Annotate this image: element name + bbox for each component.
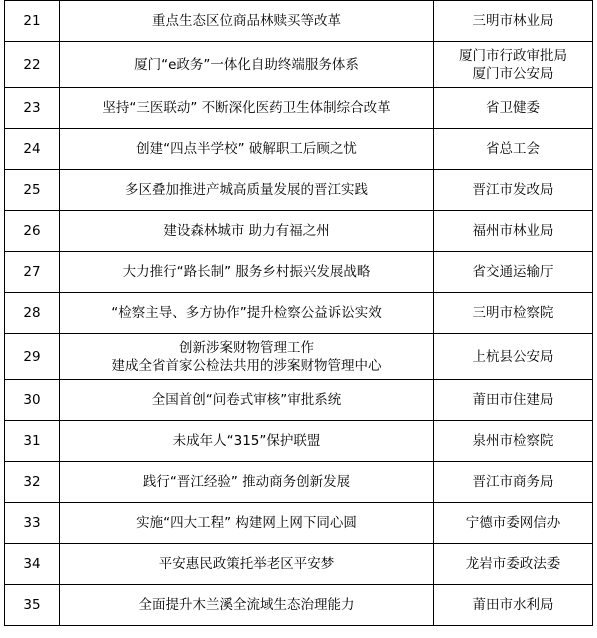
row-title-line: 重点生态区位商品林赎买等改革 <box>152 13 341 29</box>
table-row <box>5 421 593 462</box>
row-title <box>60 503 434 544</box>
row-title-line: 创建“四点半学校” 破解职工后顾之忧 <box>136 141 357 157</box>
row-department-line: 上杭县公安局 <box>472 348 554 365</box>
row-title <box>60 544 434 585</box>
row-department-line: 省卫健委 <box>486 100 540 116</box>
row-department <box>434 544 593 585</box>
row-number: 30 <box>5 380 60 421</box>
row-title <box>60 462 434 503</box>
row-title-line: 全面提升木兰溪全流域生态治理能力 <box>138 597 355 613</box>
row-title <box>60 1 434 42</box>
table-row <box>5 293 593 334</box>
row-number: 35 <box>5 585 60 626</box>
row-department <box>434 211 593 252</box>
table-row <box>5 585 593 626</box>
row-department-line: 省交通运输厅 <box>472 264 554 280</box>
table-row <box>5 380 593 421</box>
row-title <box>60 334 434 380</box>
row-department-line: 莆田市水利局 <box>472 597 554 613</box>
row-title-line: “检察主导、多方协作”提升检察公益诉讼实效 <box>111 305 382 321</box>
row-title-line: 平安惠民政策托举老区平安梦 <box>158 556 335 572</box>
row-title <box>60 293 434 334</box>
row-department-line: 厦门市公安局 <box>472 65 554 82</box>
row-department <box>434 334 593 380</box>
results-table <box>4 0 593 626</box>
row-department-line: 厦门市行政审批局 <box>459 47 567 64</box>
table-body <box>5 1 593 626</box>
table-row <box>5 211 593 252</box>
row-department-line: 省总工会 <box>486 141 540 157</box>
row-number: 26 <box>5 211 60 252</box>
row-department-line: 三明市林业局 <box>472 13 554 29</box>
row-department <box>434 503 593 544</box>
row-title <box>60 42 434 88</box>
row-number: 33 <box>5 503 60 544</box>
row-number: 24 <box>5 129 60 170</box>
row-title <box>60 585 434 626</box>
row-department <box>434 42 593 88</box>
row-title <box>60 170 434 211</box>
row-title-line: 坚持“三医联动” 不断深化医药卫生体制综合改革 <box>102 100 391 116</box>
table-row <box>5 544 593 585</box>
row-department-line: 泉州市检察院 <box>472 433 554 449</box>
table-row <box>5 42 593 88</box>
row-department-line: 三明市检察院 <box>472 305 554 321</box>
row-department <box>434 421 593 462</box>
row-title <box>60 88 434 129</box>
row-department <box>434 380 593 421</box>
row-number: 28 <box>5 293 60 334</box>
row-title-line: 全国首创“问卷式审核”审批系统 <box>151 392 342 408</box>
row-number: 23 <box>5 88 60 129</box>
row-title-line: 未成年人“315”保护联盟 <box>172 433 321 449</box>
row-title-line: 创新涉案财物管理工作 <box>179 339 314 356</box>
row-department <box>434 585 593 626</box>
row-number: 32 <box>5 462 60 503</box>
table-row <box>5 462 593 503</box>
row-title-line: 多区叠加推进产城高质量发展的晋江实践 <box>125 182 368 198</box>
row-department <box>434 88 593 129</box>
row-title-line: 践行“晋江经验” 推动商务创新发展 <box>142 474 351 490</box>
row-title-line: 实施“四大工程” 构建网上网下同心圆 <box>136 515 357 531</box>
table-row <box>5 88 593 129</box>
row-number: 34 <box>5 544 60 585</box>
row-department-line: 福州市林业局 <box>472 223 554 239</box>
row-title <box>60 252 434 293</box>
row-number: 31 <box>5 421 60 462</box>
row-department <box>434 1 593 42</box>
row-title-line: 大力推行“路长制” 服务乡村振兴发展战略 <box>122 264 371 280</box>
table-row <box>5 129 593 170</box>
row-title <box>60 211 434 252</box>
table-row <box>5 334 593 380</box>
row-department <box>434 293 593 334</box>
row-department <box>434 462 593 503</box>
row-title <box>60 421 434 462</box>
row-department-line: 莆田市住建局 <box>472 392 554 408</box>
row-department <box>434 170 593 211</box>
row-department-line: 晋江市发改局 <box>472 182 554 198</box>
row-department-line: 宁德市委网信办 <box>465 515 561 531</box>
row-number: 27 <box>5 252 60 293</box>
row-title-line: 厦门“e政务”一体化自助终端服务体系 <box>134 56 359 73</box>
row-department <box>434 129 593 170</box>
row-number: 22 <box>5 42 60 88</box>
row-title <box>60 129 434 170</box>
row-number: 29 <box>5 334 60 380</box>
row-number: 25 <box>5 170 60 211</box>
row-title-line: 建设森林城市 助力有福之州 <box>163 223 330 239</box>
row-department-line: 晋江市商务局 <box>472 474 554 490</box>
row-title <box>60 380 434 421</box>
table-row <box>5 252 593 293</box>
row-department-line: 龙岩市委政法委 <box>465 556 561 572</box>
table-row <box>5 170 593 211</box>
row-title-line: 建成全省首家公检法共用的涉案财物管理中心 <box>111 357 382 374</box>
row-department <box>434 252 593 293</box>
row-number: 21 <box>5 1 60 42</box>
table-row <box>5 1 593 42</box>
table-row <box>5 503 593 544</box>
